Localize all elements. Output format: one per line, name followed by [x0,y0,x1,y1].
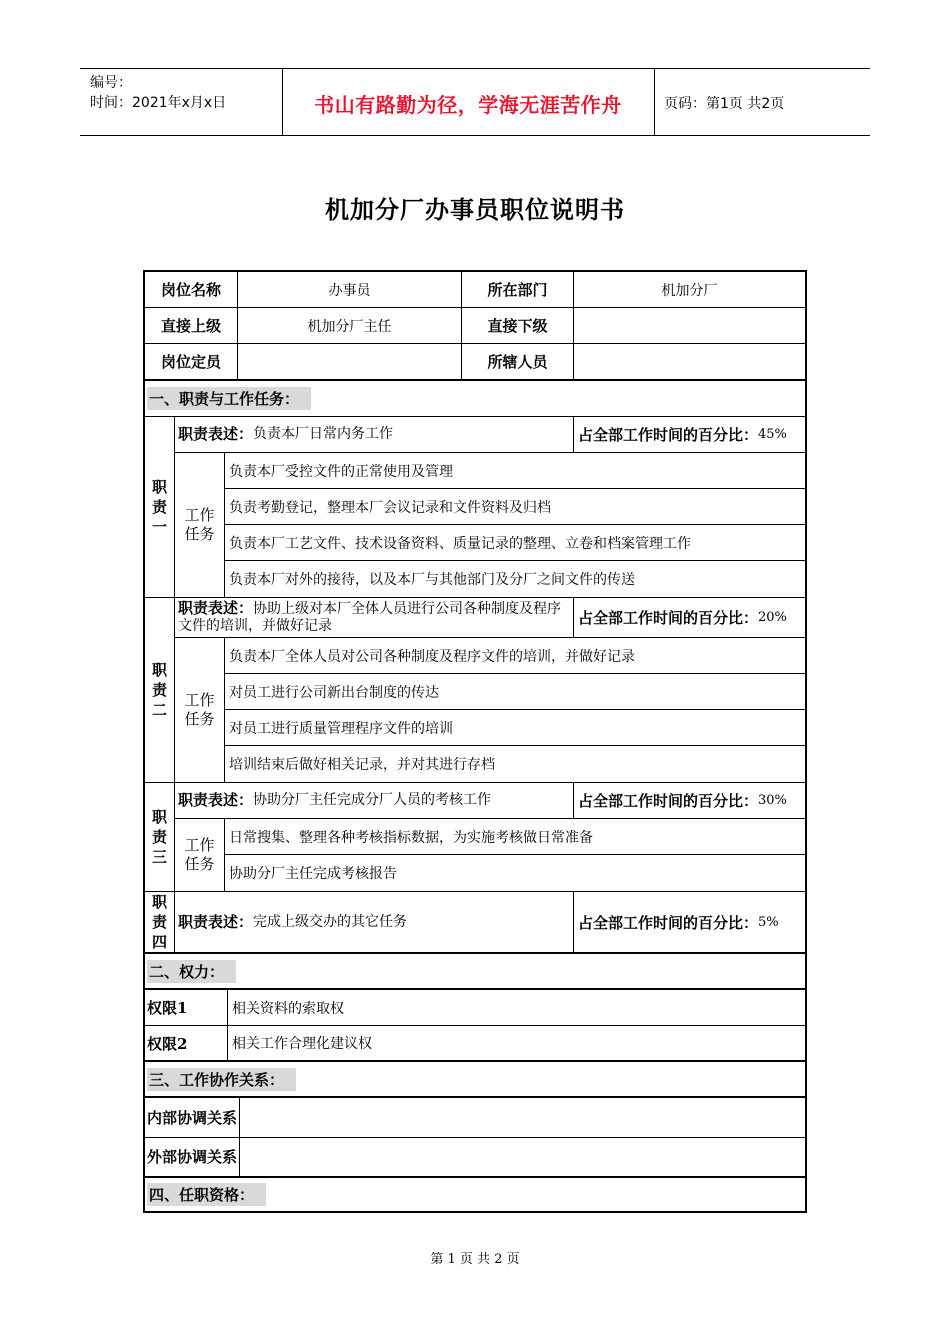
quota-value [237,344,461,379]
task-label: 工作 任务 [175,638,225,782]
section3-title: 三、工作协作关系： [147,1068,296,1091]
desc-label: 职责表述： [178,425,254,443]
header-motto: 书山有路勤为径，学海无涯苦作舟 [314,92,622,117]
basic-row [145,308,805,344]
task-group [175,638,805,782]
right-value: 相关资料的索取权 [227,990,805,1025]
job-description-table [143,270,807,1213]
section1-title: 一、职责与工作任务： [147,387,311,410]
pct-label: 占全部工作时间的百分比： [578,426,759,444]
task-item: 对员工进行质量管理程序文件的培训 [225,710,805,746]
desc-label: 职责表述： [178,912,254,931]
task-item: 负责本厂对外的接待，以及本厂与其他部门及分厂之间文件的传送 [229,572,635,588]
relation-row [145,1098,805,1138]
task-item: 负责本厂全体人员对公司各种制度及程序文件的培训，并做好记录 [225,638,805,674]
duty-block [145,892,805,954]
header-page-info: 页码：第1页 共2页 [664,96,785,112]
right-value: 相关工作合理化建议权 [227,1026,805,1060]
section4-title: 四、任职资格： [147,1183,266,1206]
section-heading [145,954,805,990]
duty-label: 职 责 二 [145,598,175,782]
duty-desc: 完成上级交办的其它任务 [253,913,408,930]
right-label: 权限1 [147,999,188,1017]
duty-pct: 20% [758,610,787,625]
duty-desc-row [175,598,805,638]
document-header [80,68,870,136]
relation-row [145,1138,805,1178]
duty-desc: 协助分厂主任完成分厂人员的考核工作 [253,792,492,808]
duty-desc-row [175,417,805,453]
relation-label: 外部协调关系 [147,1148,238,1166]
pct-label: 占全部工作时间的百分比： [578,609,759,627]
task-item: 协助分厂主任完成考核报告 [229,866,397,882]
post-name-value: 办事员 [237,272,461,307]
duty-label: 职 责 四 [145,892,175,952]
duty-desc-row [175,892,805,952]
section-heading [145,1062,805,1098]
task-group [175,453,805,597]
task-item: 培训结束后做好相关记录，并对其进行存档 [229,757,495,773]
task-group [175,819,805,891]
section2-title: 二、权力： [147,960,236,983]
relation-value [239,1138,805,1176]
dept-label: 所在部门 [461,272,573,307]
pct-label: 占全部工作时间的百分比： [578,913,759,932]
duty-block [145,417,805,598]
staff-label: 所辖人员 [461,344,573,379]
serial-label: 编号： [90,75,132,91]
task-label: 工作 任务 [175,453,225,597]
pct-label: 占全部工作时间的百分比： [578,792,759,810]
superior-label: 直接上级 [160,317,221,335]
staff-value [573,344,805,379]
duty-label: 职 责 三 [145,783,175,891]
duty-pct: 45% [758,427,787,442]
dept-value: 机加分厂 [573,272,805,307]
duty-desc-row [175,783,805,819]
quota-label: 岗位定员 [160,353,221,371]
desc-label: 职责表述： [178,599,254,617]
task-item: 对员工进行公司新出台制度的传达 [225,674,805,710]
duty-desc: 协助上级对本厂全体人员进行公司各种制度及程序文件的培训，并做好记录 [178,601,562,634]
duty-desc: 负责本厂日常内务工作 [253,426,394,442]
subordinate-value [573,308,805,343]
basic-row [145,344,805,381]
section-heading [145,381,805,417]
time-label: 时间：2021年x月x日 [90,95,227,111]
page-footer: 第 1 页 共 2 页 [430,1252,520,1267]
duty-block [145,598,805,783]
duty-label: 职 责 一 [145,417,175,597]
task-item: 日常搜集、整理各种考核指标数据，为实施考核做日常准备 [225,819,805,855]
right-label: 权限2 [147,1034,188,1053]
page-title: 机加分厂办事员职位说明书 [325,196,625,224]
duty-pct: 5% [758,914,779,930]
task-item: 负责本厂工艺文件、技术设备资料、质量记录的整理、立卷和档案管理工作 [225,525,805,561]
header-meta [90,73,226,113]
relation-label: 内部协调关系 [147,1108,238,1127]
task-label: 工作 任务 [175,819,225,891]
right-row [145,1026,805,1062]
relation-value [239,1098,805,1137]
basic-row [145,272,805,308]
section-heading [145,1178,805,1211]
task-item: 负责考勤登记，整理本厂会议记录和文件资料及归档 [225,489,805,525]
duty-block [145,783,805,892]
desc-label: 职责表述： [178,791,254,809]
right-row [145,990,805,1026]
duty-pct: 30% [758,793,787,808]
subordinate-label: 直接下级 [461,308,573,343]
task-item: 负责本厂受控文件的正常使用及管理 [225,453,805,489]
header-divider [654,69,655,135]
post-name-label: 岗位名称 [160,281,221,299]
superior-value: 机加分厂主任 [237,308,461,343]
